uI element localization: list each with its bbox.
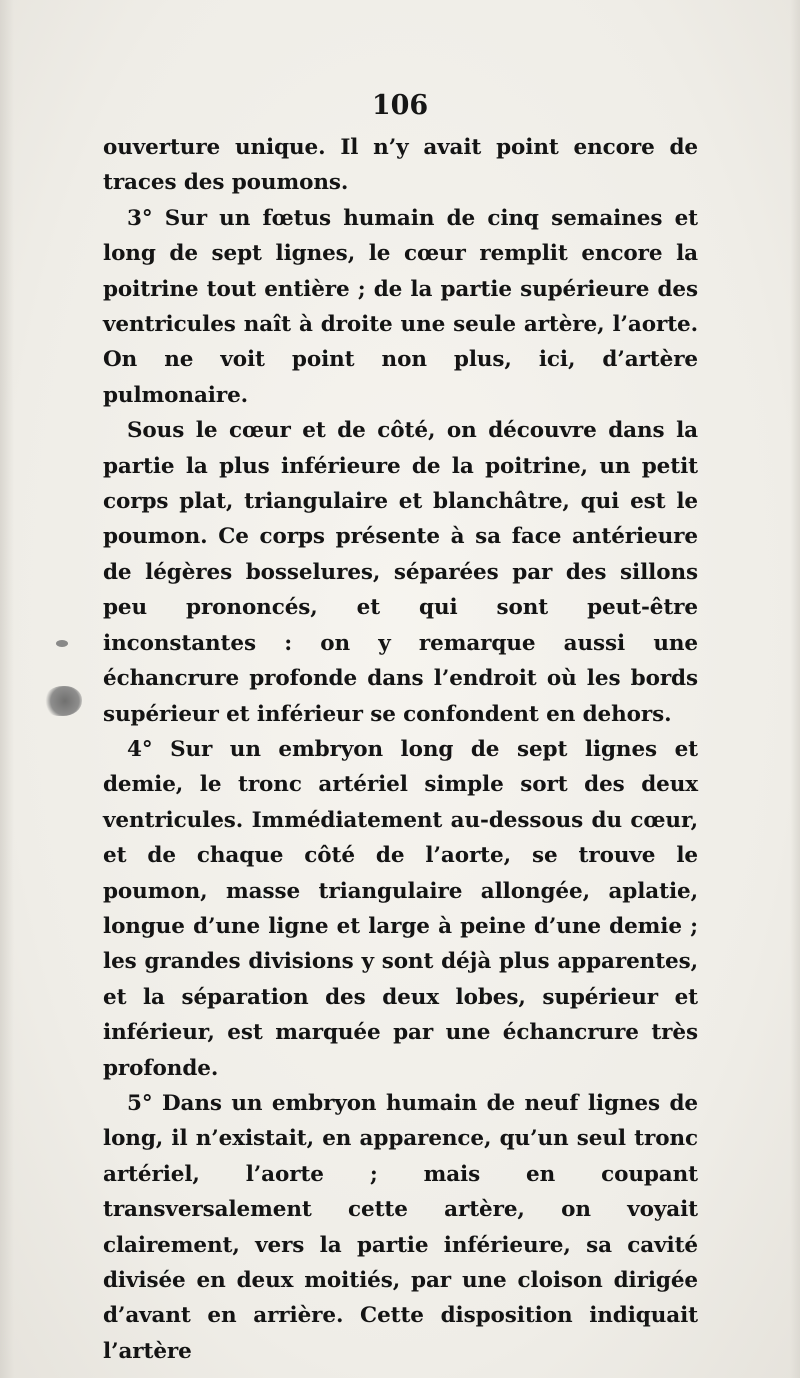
- paragraph-lung-description: Sous le cœur et de côté, on découvre dans la partie la plus inférieure de la poitrine, un petit corps plat, triangulaire et blanchâtre, qui est le poumon. Ce corps présente à sa face antérieure de légères bosselures, séparées par des sillons peu prononcés, et qui sont peut-être inconstantes : on y remarque aussi une échancrure profonde dans l’endroit où les bords supérieur et inférieur se confondent en dehors.: [103, 418, 698, 727]
- page-number: 106: [371, 90, 429, 121]
- paragraph-item-5: 5° Dans un embryon humain de neuf lignes de long, il n’existait, en apparence, qu’un seul tronc artériel, l’aorte ; mais en coupant transversalement cette artère, on voyait clairement, vers la partie inférieure, sa cavité divisée en deux moitiés, par une cloison dirigée d’avant en arrière. Cette disposition indiquait l’artère: [103, 1090, 698, 1364]
- body-text: [103, 130, 698, 1369]
- page-edge-shadow-left: [0, 0, 14, 1378]
- paragraph-continuation: ouverture unique. Il n’y avait point encore de traces des poumons.: [103, 135, 698, 196]
- page-edge-shadow-right: [790, 0, 800, 1378]
- paragraph-item-3: 3° Sur un fœtus humain de cinq semaines et long de sept lignes, le cœur remplit encore la poitrine tout entière ; de la partie supérieure des ventricules naît à droite une seule artère, l’aorte. On ne voit point non plus, ici, d’artère pulmonaire.: [103, 205, 698, 408]
- ink-stain-blot: [44, 686, 82, 716]
- paragraph-item-4: 4° Sur un embryon long de sept lignes et demie, le tronc artériel simple sort des deux ventricules. Immédiatement au-dessous du cœur, et de chaque côté de l’aorte, se trouve le poumon, masse triangulaire allongée, aplatie, longue d’une ligne et large à peine d’une demie ; les grandes divisions y sont déjà plus apparentes, et la séparation des deux lobes, supérieur et inférieur, est marquée par une échancrure très profonde.: [103, 736, 698, 1081]
- ink-stain-small: [56, 640, 68, 647]
